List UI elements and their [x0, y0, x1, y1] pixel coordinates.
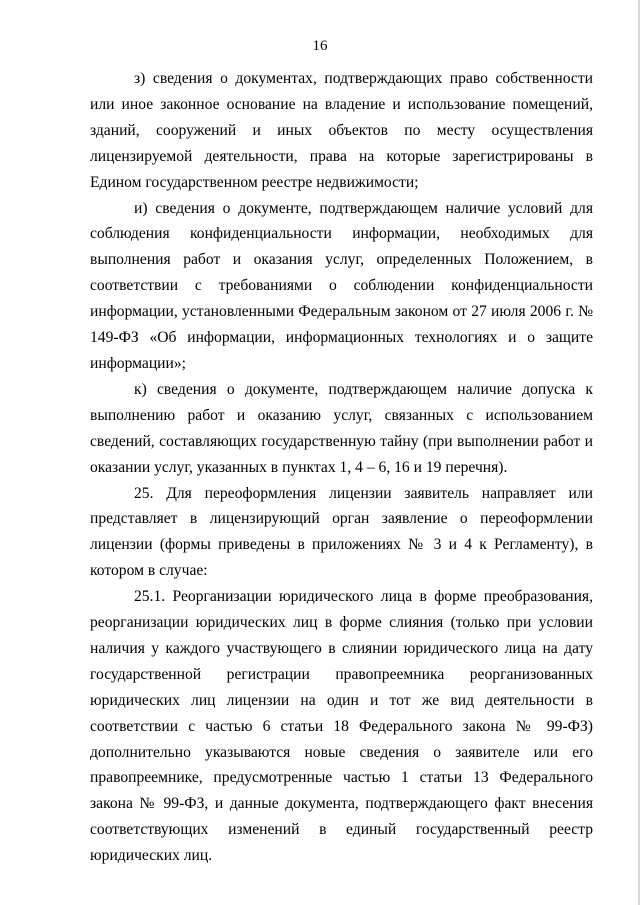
- document-body: [90, 66, 593, 869]
- paragraph-k: к) сведения о документе, подтверждающем наличие допуска к выполнению работ и оказанию услуг, связанных с использованием сведений, составляющих государственную тайну (при выполнении работ и оказании услуг, указанных в пунктах 1, 4 – 6, 16 и 19 перечня).: [90, 380, 593, 476]
- paragraph-i: и) сведения о документе, подтверждающем наличие условий для соблюдения конфиденциальности информации, необходимых для выполнения работ и оказания услуг, определенных Положением, в соответствии с требованиями о соблюдении конфиденциальности информации, установленными Федеральным законом от 27 июля 2006 г. № 149-ФЗ «Об информации, информационных технологиях и о защите информации»;: [90, 199, 593, 372]
- paragraph-z: з) сведения о документах, подтверждающих право собственности или иное законное основание на владение и использование помещений, зданий, сооружений и иных объектов по месту осуществления лицензируемой деятельности, права на которые зарегистрированы в Едином государственном реестре недвижимости;: [90, 70, 593, 191]
- paragraph-25: 25. Для переоформления лицензии заявитель направляет или представляет в лицензирующий орган заявление о переоформлении лицензии (формы приведены в приложениях № 3 и 4 к Регламенту), в котором в случае:: [90, 484, 593, 580]
- page-number: 16: [312, 38, 328, 54]
- paragraph-25-1: 25.1. Реорганизации юридического лица в форме преобразования, реорганизации юридических лиц в форме слияния (только при условии наличия у каждого участвующего в слиянии юридического лица на дату государственной регистрации правопреемника реорганизованных юридических лиц лицензии на один и тот же вид деятельности в соответствии с частью 6 статьи 18 Федерального закона № 99-ФЗ) дополнительно указываются новые сведения о заявителе или его правопреемнике, предусмотренные частью 1 статьи 13 Федерального закона № 99-ФЗ, и данные документа, подтверждающего факт внесения соответствующих изменений в единый государственный реестр юридических лиц.: [90, 588, 593, 865]
